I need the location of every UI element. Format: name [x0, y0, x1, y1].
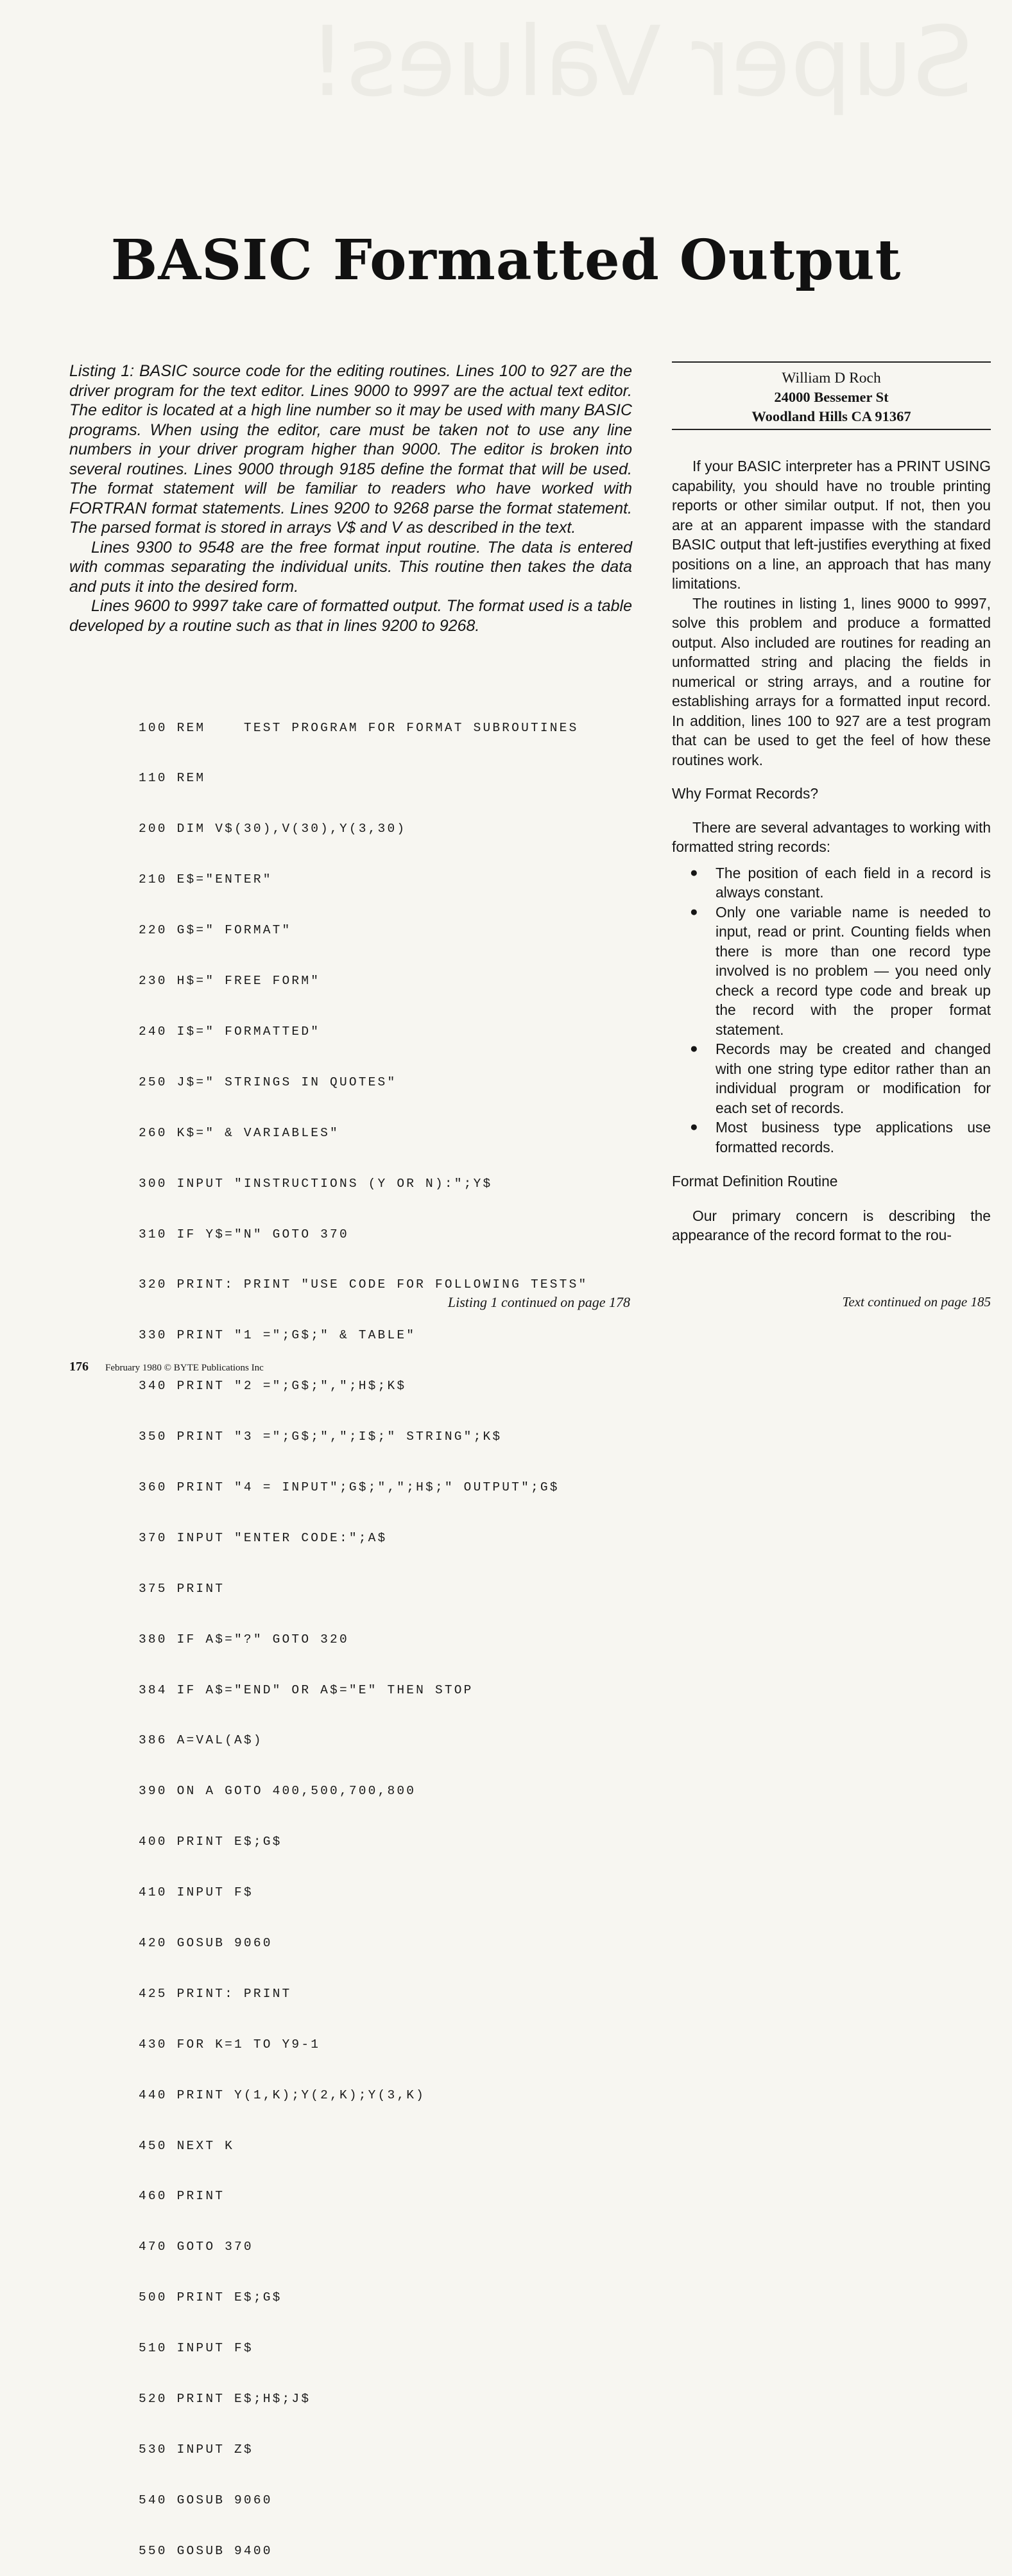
author-street: 24000 Bessemer St — [774, 389, 889, 405]
code-line: 370 INPUT "ENTER CODE:";A$ — [139, 1530, 388, 1545]
list-item: ● Most business type applications use formatted records. — [716, 1118, 991, 1157]
code-line: 240 I$=" FORMATTED" — [139, 1024, 321, 1039]
code-line: 520 PRINT E$;H$;J$ — [139, 2391, 311, 2406]
listing-continued-note: Listing 1 continued on page 178 — [447, 1294, 630, 1310]
code-line: 380 IF A$="?" GOTO 320 — [139, 1632, 349, 1647]
code-line: 100 REM TEST PROGRAM FOR FORMAT SUBROUTINES — [139, 720, 579, 735]
code-line: 550 GOSUB 9400 — [139, 2543, 273, 2558]
code-line: 220 G$=" FORMAT" — [139, 923, 292, 938]
code-line: 260 K$=" & VARIABLES" — [139, 1125, 339, 1140]
background-ghost-text: Super Values! — [308, 6, 974, 118]
list-item: ● Only one variable name is needed to input, read or print. Counting fields when there is more than one record type involved is no problem — you need only check a record type code and break up the record with the proper format statement. — [716, 903, 991, 1040]
code-line: 320 PRINT: PRINT "USE CODE FOR FOLLOWING TESTS" — [139, 1277, 588, 1292]
body-paragraph: There are several advantages to working with formatted string records: — [672, 818, 991, 855]
code-line: 470 GOTO 370 — [139, 2240, 253, 2254]
author-rule-bottom — [672, 429, 991, 430]
caption-paragraph: Listing 1: BASIC source code for the editing routines. Lines 100 to 927 are the driver program for the text editor. Lines 9000 to 9997 are the actual text editor. The editor is located at a high line number so it may be used with many BASIC programs. When using the editor, care must be taken not to use any line numbers in your driver program higher than 9000. The editor is broken into several routines. Lines 9000 through 9185 define the format that will be used. The format statement will be familiar to readers who have worked with FORTRAN format statements. Lines 9200 to 9268 parse the format statement. The parsed format is stored in arrays V$ and V as described in the text. — [69, 362, 632, 537]
code-line: 300 INPUT "INSTRUCTIONS (Y OR N):";Y$ — [139, 1176, 493, 1191]
footer-credit: February 1980 © BYTE Publications Inc — [105, 1363, 264, 1373]
author-name: William D Roch — [782, 370, 881, 386]
page-title: BASIC Formatted Output — [110, 228, 902, 293]
code-line: 384 IF A$="END" OR A$="E" THEN STOP — [139, 1682, 474, 1697]
code-line: 230 H$=" FREE FORM" — [139, 974, 321, 989]
body-paragraph: The routines in listing 1, lines 9000 to 9997, solve this problem and produce a formatted output. Also included are routines for reading an unformatted string and placing the fields in numerical or string arrays, and a routine for establishing arrays for a formatted input record. In addition, lines 100 to 927 are a test program that can be used to get the feel of how these routines work. — [672, 594, 991, 768]
body-paragraph: If your BASIC interpreter has a PRINT USING capability, you should have no trouble printing reports or other similar output. If not, then you are at an apparent impasse with the standard BASIC output that left-justifies everything at fixed positions on a line, an approach that has many limitations. — [672, 458, 991, 592]
author-block — [672, 368, 991, 426]
section-heading: Why Format Records? — [672, 785, 819, 802]
code-line: 360 PRINT "4 = INPUT";G$;",";H$;" OUTPUT";G$ — [139, 1480, 560, 1494]
code-line: 400 PRINT E$;G$ — [139, 1835, 282, 1849]
code-listing — [139, 686, 588, 2576]
article-body — [672, 456, 991, 1245]
code-line: 460 PRINT — [139, 2189, 225, 2204]
code-line: 375 PRINT — [139, 1581, 225, 1596]
code-line: 310 IF Y$="N" GOTO 370 — [139, 1227, 349, 1241]
page-footer — [69, 1360, 264, 1374]
code-line: 410 INPUT F$ — [139, 1885, 253, 1900]
listing-caption — [69, 361, 632, 635]
author-rule-top — [672, 361, 991, 363]
code-line: 540 GOSUB 9060 — [139, 2493, 273, 2507]
page-number: 176 — [69, 1360, 89, 1374]
code-line: 420 GOSUB 9060 — [139, 1935, 273, 1950]
text-continued-note: Text continued on page 185 — [842, 1294, 991, 1310]
code-line: 330 PRINT "1 =";G$;" & TABLE" — [139, 1328, 416, 1343]
caption-paragraph: Lines 9300 to 9548 are the free format input routine. The data is entered with commas separating the individual units. This routine then takes the data and puts it into the desired form. — [69, 538, 632, 596]
code-line: 500 PRINT E$;G$ — [139, 2290, 282, 2305]
code-line: 210 E$="ENTER" — [139, 872, 273, 887]
code-line: 390 ON A GOTO 400,500,700,800 — [139, 1784, 416, 1799]
code-line: 110 REM — [139, 771, 206, 786]
code-line: 200 DIM V$(30),V(30),Y(3,30) — [139, 822, 407, 836]
code-line: 250 J$=" STRINGS IN QUOTES" — [139, 1075, 397, 1089]
caption-paragraph: Lines 9600 to 9997 take care of formatted output. The format used is a table developed by a routine such as that in lines 9200 to 9268. — [69, 597, 632, 635]
body-paragraph: Our primary concern is describing the appearance of the record format to the rou- — [672, 1207, 991, 1243]
code-line: 450 NEXT K — [139, 2138, 235, 2153]
code-line: 386 A=VAL(A$) — [139, 1733, 263, 1748]
code-line: 430 FOR K=1 TO Y9-1 — [139, 2037, 321, 2052]
code-line: 510 INPUT F$ — [139, 2341, 253, 2356]
section-heading: Format Definition Routine — [672, 1173, 838, 1189]
code-line: 340 PRINT "2 =";G$;",";H$;K$ — [139, 1379, 407, 1394]
code-line: 440 PRINT Y(1,K);Y(2,K);Y(3,K) — [139, 2088, 426, 2102]
list-item: ● Records may be created and changed with one string type editor rather than an individual program or modification for each set of records. — [716, 1039, 991, 1118]
code-line: 530 INPUT Z$ — [139, 2442, 253, 2457]
advantages-list — [672, 863, 991, 1157]
code-line: 350 PRINT "3 =";G$;",";I$;" STRING";K$ — [139, 1430, 502, 1444]
code-line: 425 PRINT: PRINT — [139, 1986, 292, 2001]
list-item: ● The position of each field in a record is always constant. — [716, 863, 991, 903]
author-city: Woodland Hills CA 91367 — [751, 408, 911, 424]
